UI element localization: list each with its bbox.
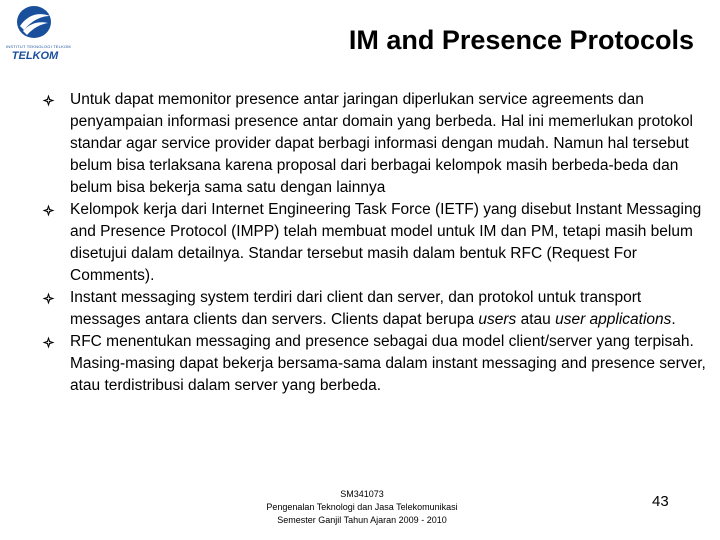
logo-subtitle: INSTITUT TEKNOLOGI TELKOM xyxy=(6,44,71,49)
page-number: 43 xyxy=(652,493,669,510)
bullet-item xyxy=(42,331,710,397)
diamond-bullet-icon xyxy=(42,331,60,353)
bullet-text: Kelompok kerja dari Internet Engineering Task Force (IETF) yang disebut Instant Messaging and Presence Protocol (IMPP) telah membuat model untuk IM dan PM, tetapi masih belum disetujui dalam detailnya. Standar tersebut masih dalam bentuk RFC (Request For Comments). xyxy=(70,201,702,284)
footer-course-code: SM341073 xyxy=(340,489,384,499)
bullet-text-italic: user applications xyxy=(555,311,672,328)
logo-wordmark: TELKOM xyxy=(11,50,59,62)
diamond-bullet-icon xyxy=(42,89,60,111)
bullet-item xyxy=(42,89,710,199)
slide-title: IM and Presence Protocols xyxy=(348,25,694,55)
logo xyxy=(6,4,71,66)
bullet-text: Untuk dapat memonitor presence antar jaringan diperlukan service agreements dan penyampaian informasi presence antar domain yang berbeda. Hal ini memerlukan protokol standar agar service provider dapat berbagi informasi dengan mudah. Namun hal tersebut belum bisa terlaksana karena proposal dari berbagai kelompok masih berbeda-beda dan belum bisa bekerja sama satu dengan lainnya xyxy=(70,91,693,196)
slide-footer xyxy=(232,488,492,527)
bullet-text xyxy=(70,289,676,328)
footer-semester: Semester Ganjil Tahun Ajaran 2009 - 2010 xyxy=(277,515,447,525)
bullet-text-part: Instant messaging system terdiri dari client dan server, dan protokol untuk transport messages antara clients dan servers. Clients dapat berupa xyxy=(70,289,642,328)
bullet-text-part: . xyxy=(671,311,676,328)
footer-course-name: Pengenalan Teknologi dan Jasa Telekomunikasi xyxy=(266,502,458,512)
bullet-text: RFC menentukan messaging and presence sebagai dua model client/server yang terpisah. Masing-masing dapat bekerja bersama-sama dalam instant messaging and presence server, atau terdistribusi dalam server yang berbeda. xyxy=(70,333,706,394)
diamond-bullet-icon xyxy=(42,199,60,221)
bullet-item xyxy=(42,287,710,331)
bullet-list xyxy=(42,89,710,397)
bullet-item xyxy=(42,199,710,287)
bullet-text-italic: users xyxy=(478,311,517,328)
diamond-bullet-icon xyxy=(42,287,60,309)
bullet-text-part: atau xyxy=(516,311,556,328)
telkom-logo-icon xyxy=(14,4,54,40)
